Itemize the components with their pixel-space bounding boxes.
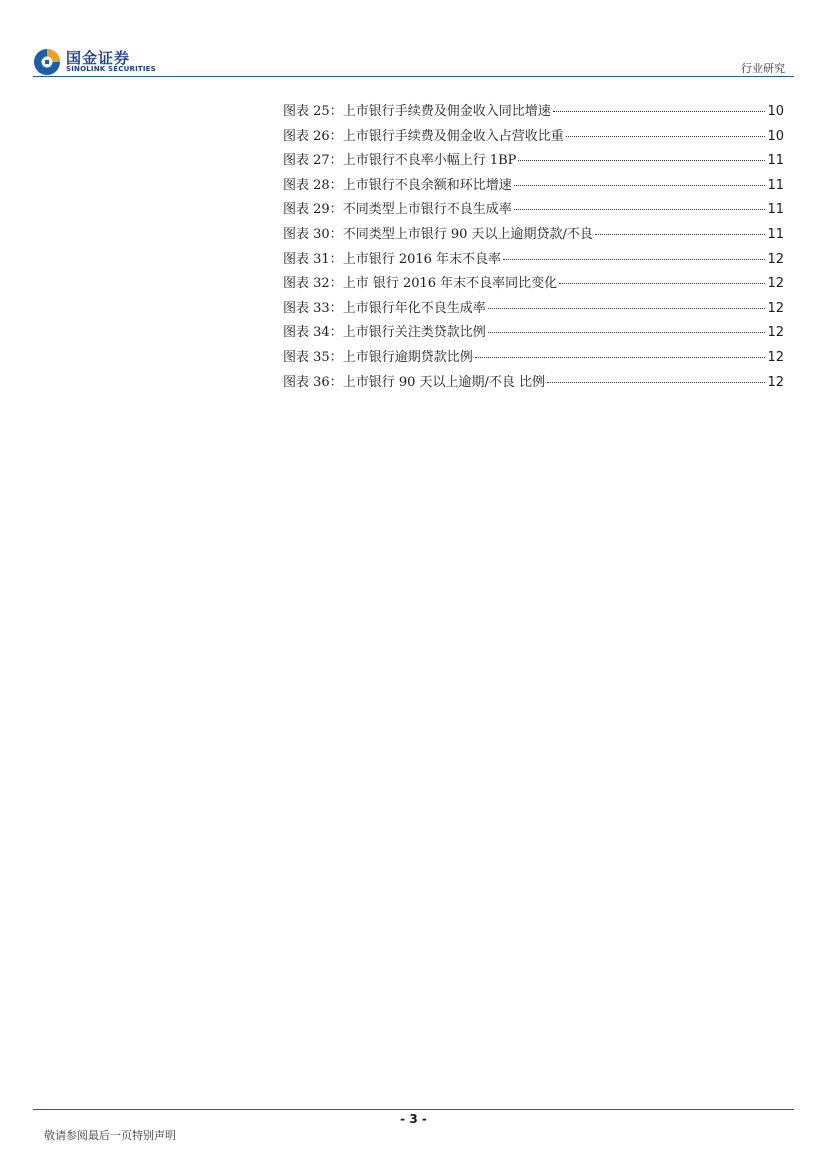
toc-entry[interactable] (283, 321, 784, 346)
toc-entry-label: 图表 36： (283, 374, 343, 390)
toc-entry[interactable] (283, 346, 784, 371)
toc-entry-title: 上市银行 2016 年末不良率 (342, 251, 502, 267)
toc-entry-page: 12 (767, 276, 784, 292)
toc-entry[interactable] (283, 174, 784, 199)
dot-leader (518, 159, 765, 161)
toc-entry-label: 图表 34： (283, 325, 343, 341)
dot-leader (566, 135, 766, 137)
toc-entry-title: 上市银行逾期贷款比例 (342, 349, 473, 365)
toc-entry-title: 上市银行 90 天以上逾期/不良 比例 (342, 374, 546, 390)
toc-entry-label: 图表 30： (283, 226, 343, 242)
toc-entry-page: 12 (767, 300, 784, 316)
toc-entry-title: 上市银行手续费及佣金收入占营收比重 (342, 128, 564, 144)
toc-entry-label: 图表 35： (283, 349, 343, 365)
report-category: 行业研究 (741, 62, 785, 75)
toc-entry-title: 上市银行年化不良生成率 (342, 300, 486, 316)
logo-mark-icon (33, 48, 61, 76)
toc-entry-title: 上市 银行 2016 年末不良率同比变化 (342, 276, 558, 292)
toc-entry[interactable] (283, 297, 784, 322)
toc-entry-title: 上市银行关注类贷款比例 (342, 325, 486, 341)
toc-entry-label: 图表 27： (283, 153, 343, 169)
toc-entry[interactable] (283, 371, 784, 396)
toc-entry-page: 11 (767, 202, 784, 218)
toc-entry[interactable] (283, 272, 784, 297)
dot-leader (559, 282, 765, 284)
toc-entry-page: 10 (767, 104, 784, 119)
toc-entry-page: 11 (767, 153, 784, 169)
logo-english-text: SINOLINK SECURITIES (66, 65, 156, 73)
dot-leader (488, 307, 766, 309)
toc-entry[interactable] (283, 125, 784, 150)
toc-entry-label: 图表 28： (283, 177, 343, 193)
toc-entry-label: 图表 32： (283, 276, 343, 292)
toc-entry-label: 图表 31： (283, 251, 343, 267)
toc-entry[interactable] (283, 149, 784, 174)
dot-leader (514, 208, 766, 210)
toc-entry-page: 12 (767, 251, 784, 267)
header-divider (33, 76, 794, 77)
page-number: - 3 - (400, 1112, 427, 1126)
toc-entry-page: 12 (767, 325, 784, 341)
toc-entry-label: 图表 26： (283, 128, 343, 144)
figure-index (283, 100, 784, 395)
toc-entry-title: 不同类型上市银行不良生成率 (342, 202, 512, 218)
toc-entry[interactable] (283, 198, 784, 223)
toc-entry-title: 上市银行不良余额和环比增速 (342, 177, 512, 193)
toc-entry-page: 11 (767, 226, 784, 242)
toc-entry-page: 12 (767, 374, 784, 390)
dot-leader (514, 184, 766, 186)
dot-leader (595, 233, 766, 235)
toc-entry-page: 11 (767, 177, 784, 193)
dot-leader (488, 331, 766, 333)
toc-entry-label: 图表 25： (283, 104, 343, 119)
toc-entry-title: 不同类型上市银行 90 天以上逾期贷款/不良 (342, 226, 593, 242)
toc-entry-page: 12 (767, 349, 784, 365)
company-logo (33, 46, 163, 78)
disclaimer-text: 敬请参阅最后一页特别声明 (44, 1129, 176, 1142)
toc-entry-title: 上市银行手续费及佣金收入同比增速 (342, 104, 551, 119)
toc-entry-label: 图表 33： (283, 300, 343, 316)
toc-entry[interactable] (283, 100, 784, 125)
toc-entry-label: 图表 29： (283, 202, 343, 218)
toc-entry-title: 上市银行不良率小幅上行 1BP (342, 153, 517, 169)
dot-leader (547, 381, 765, 383)
toc-entry-page: 10 (767, 128, 784, 144)
toc-entry[interactable] (283, 223, 784, 248)
logo-chinese-text: 国金证券 (66, 49, 131, 67)
toc-entry[interactable] (283, 248, 784, 273)
dot-leader (503, 258, 765, 260)
footer-divider (33, 1109, 794, 1110)
dot-leader (553, 110, 766, 112)
dot-leader (475, 356, 766, 358)
